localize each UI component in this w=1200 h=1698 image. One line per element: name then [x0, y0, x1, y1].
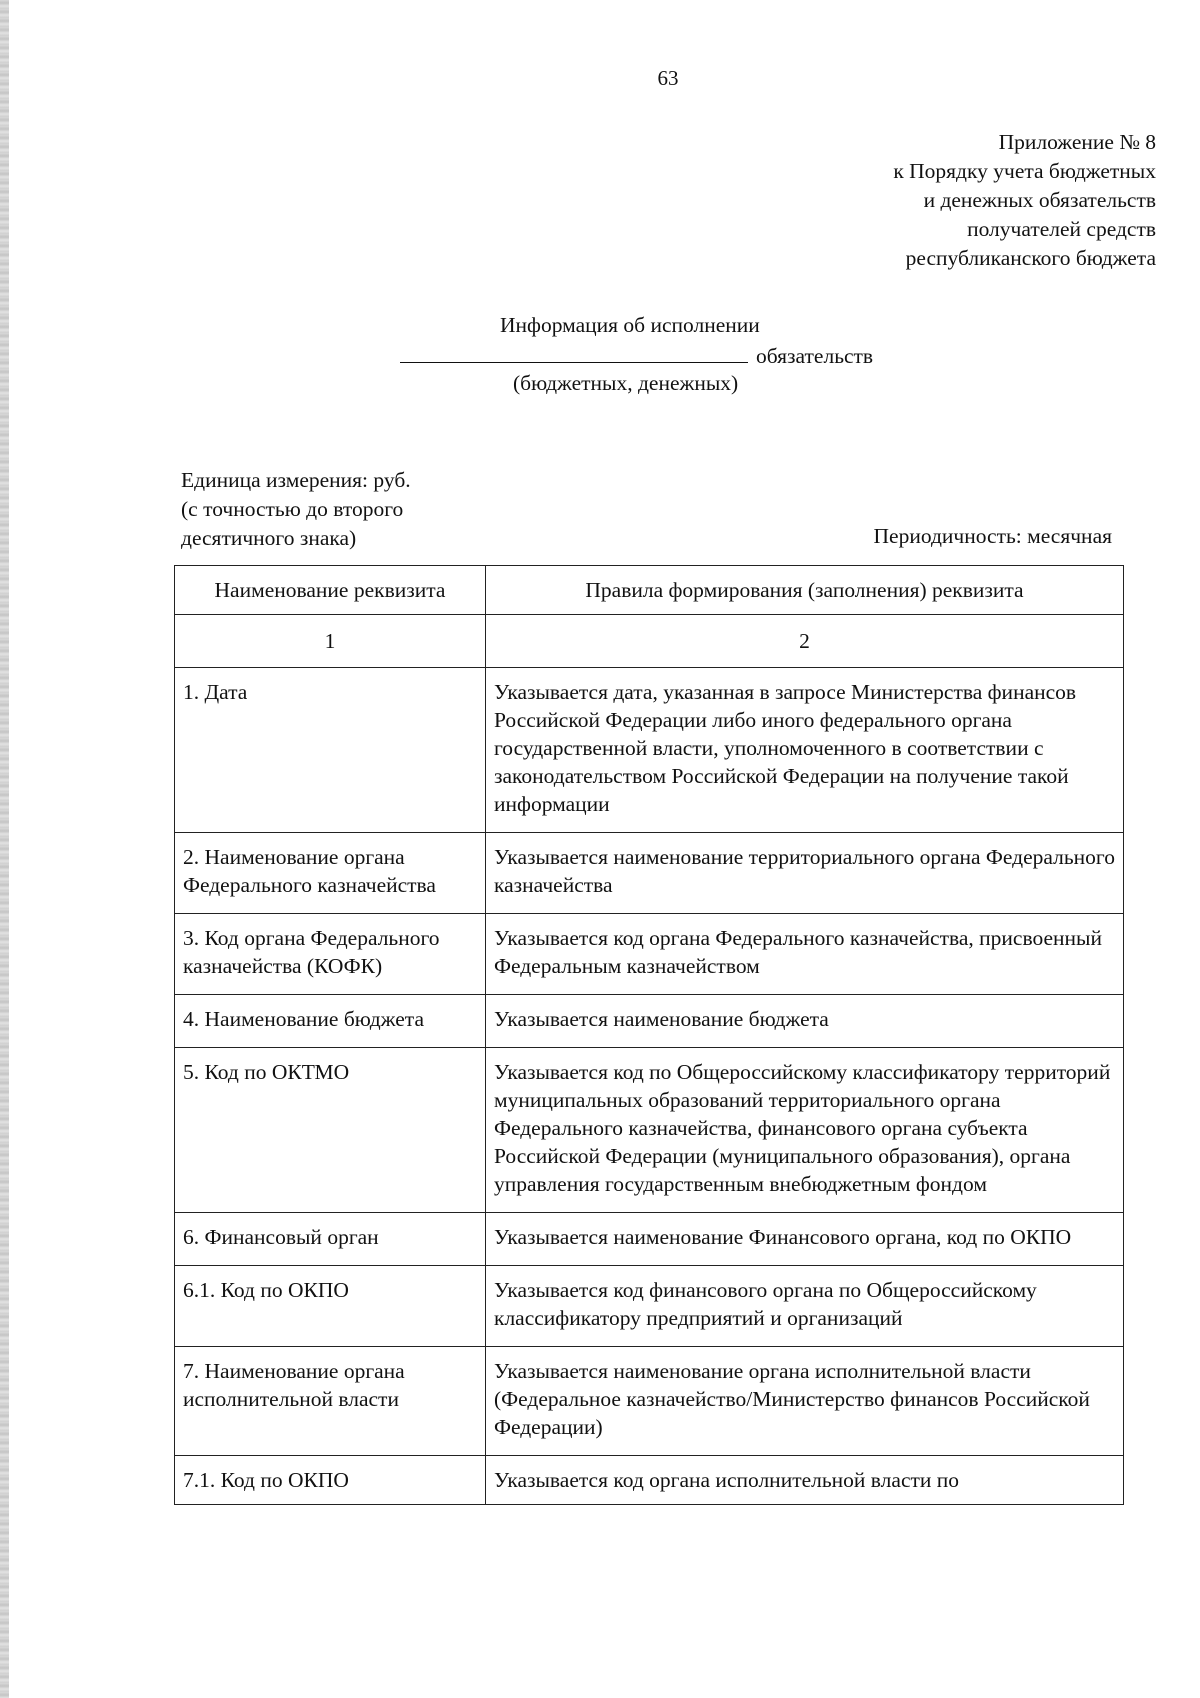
requisite-rule: Указывается код органа исполнительной власти по [486, 1456, 1124, 1505]
fill-in-blank [400, 340, 748, 363]
table-row [175, 914, 1124, 995]
table-row [175, 1266, 1124, 1347]
page-number: 63 [657, 66, 679, 90]
appendix-line: и денежных обязательств [923, 188, 1156, 212]
requisite-rule: Указывается наименование Финансового органа, код по ОКПО [486, 1213, 1124, 1266]
units-note [181, 466, 411, 553]
appendix-line: Приложение № 8 [998, 130, 1156, 154]
table-row [175, 1213, 1124, 1266]
appendix-note [893, 128, 1156, 273]
column-number: 1 [175, 615, 486, 668]
requisite-rule: Указывается код органа Федерального казначейства, присвоенный Федеральным казначейством [486, 914, 1124, 995]
requisite-name: 5. Код по ОКТМО [175, 1048, 486, 1213]
title-line-2-suffix: обязательств [756, 344, 874, 368]
units-line: (с точностью до второго [181, 497, 404, 521]
requisite-name: 2. Наименование органа Федерального казначейства [175, 833, 486, 914]
units-line: Единица измерения: руб. [181, 468, 411, 492]
requisite-name: 6.1. Код по ОКПО [175, 1266, 486, 1347]
requisite-rule: Указывается код финансового органа по Общероссийскому классификатору предприятий и организаций [486, 1266, 1124, 1347]
header-rules: Правила формирования (заполнения) реквизита [486, 566, 1124, 615]
requisite-rule: Указывается код по Общероссийскому классификатору территорий муниципальных образований территориального органа Федерального казначейства, финансового органа субъекта Российской Федерации (муниципального образования), органа управления государственным внебюджетным фондом [486, 1048, 1124, 1213]
header-requisite-name: Наименование реквизита [175, 566, 486, 615]
requisite-name: 1. Дата [175, 668, 486, 833]
table-header-row [175, 566, 1124, 615]
table-row [175, 995, 1124, 1048]
title-line-1: Информация об исполнении [500, 313, 760, 337]
requisite-rule: Указывается наименование территориального органа Федерального казначейства [486, 833, 1124, 914]
appendix-line: к Порядку учета бюджетных [893, 159, 1156, 183]
appendix-line: получателей средств [967, 217, 1156, 241]
table-row [175, 668, 1124, 833]
column-number-row [175, 615, 1124, 668]
table-row [175, 1048, 1124, 1213]
scan-edge [0, 0, 9, 1698]
table-row [175, 833, 1124, 914]
requisite-rule: Указывается дата, указанная в запросе Министерства финансов Российской Федерации либо иного федерального органа государственной власти, уполномоченного в соответствии с законодательством Российской Федерации на получение такой информации [486, 668, 1124, 833]
column-number: 2 [486, 615, 1124, 668]
requisite-name: 7. Наименование органа исполнительной власти [175, 1347, 486, 1456]
appendix-line: республиканского бюджета [905, 246, 1156, 270]
periodicity: Периодичность: месячная [873, 524, 1112, 548]
table-row [175, 1347, 1124, 1456]
requisite-name: 3. Код органа Федерального казначейства (КОФК) [175, 914, 486, 995]
requisites-table [174, 565, 1124, 1505]
requisite-name: 7.1. Код по ОКПО [175, 1456, 486, 1505]
requisite-name: 6. Финансовый орган [175, 1213, 486, 1266]
title-line-2 [400, 340, 873, 371]
table-row [175, 1456, 1124, 1505]
requisite-rule: Указывается наименование органа исполнительной власти (Федеральное казначейство/Министерство финансов Российской Федерации) [486, 1347, 1124, 1456]
requisite-name: 4. Наименование бюджета [175, 995, 486, 1048]
title-line-3: (бюджетных, денежных) [513, 371, 739, 395]
units-line: десятичного знака) [181, 526, 357, 550]
requisite-rule: Указывается наименование бюджета [486, 995, 1124, 1048]
